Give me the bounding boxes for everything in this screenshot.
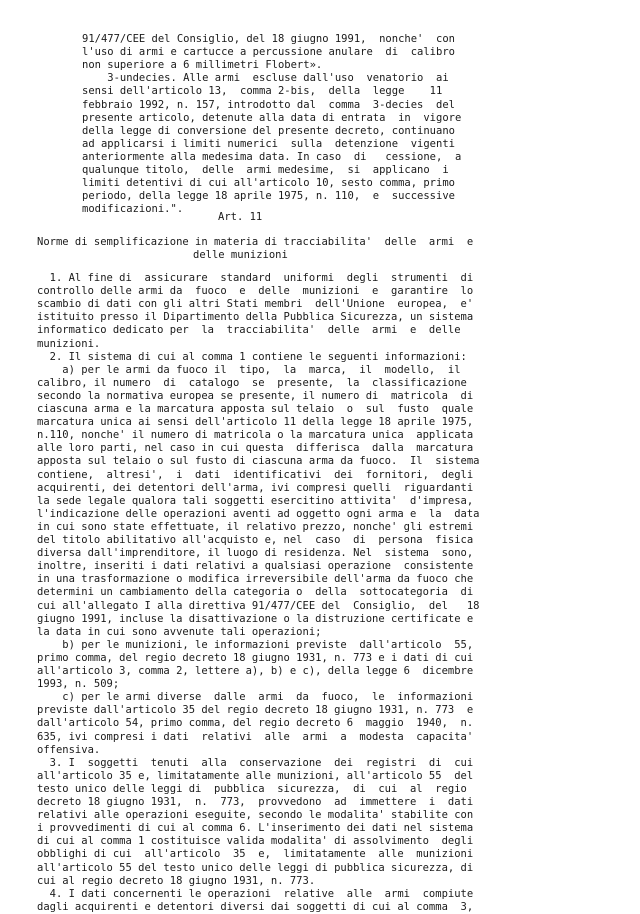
body-line: 3. I soggetti tenuti alla conservazione dei registri di cui	[37, 756, 474, 769]
body-line: istituito presso il Dipartimento della Pubblica Sicurezza, un sistema	[37, 311, 474, 324]
body-line: di cui al comma 1 costituisce valida modalita' di assolvimento degli	[37, 835, 474, 848]
body-line: b) per le munizioni, le informazioni previste dall'articolo 55,	[37, 638, 474, 651]
intro-line: non superiore a 6 millimetri Flobert».	[82, 59, 323, 72]
intro-line: periodo, della legge 18 aprile 1975, n. 110, e successive	[82, 190, 455, 203]
body-line: l'indicazione delle operazioni aventi ad oggetto ogni arma e la data	[37, 507, 480, 520]
body-line: 1. Al fine di assicurare standard uniformi degli strumenti di	[37, 272, 474, 284]
body-line: a) per le armi da fuoco il tipo, la marca, il modello, il	[37, 363, 461, 376]
intro-line: 3-undecies. Alle armi escluse dall'uso venatorio ai	[82, 72, 449, 85]
body-line: dagli acquirenti e detentori diversi dai soggetti di cui al comma 3,	[37, 900, 474, 913]
body-line: dall'articolo 54, primo comma, del regio decreto 6 maggio 1940, n.	[37, 717, 474, 730]
body-line: obblighi di cui all'articolo 35 e, limitatamente alle munizioni	[37, 848, 474, 861]
body-line: del titolo abilitativo all'acquisto e, nel caso di persona fisica	[37, 534, 474, 546]
body-line: primo comma, del regio decreto 18 giugno 1931, n. 773 e i dati di cui	[37, 651, 474, 664]
body-line: scambio di dati con gli altri Stati membri dell'Unione europea, e'	[37, 298, 474, 311]
body-line: secondo la normativa europea se presente, il numero di matricola di	[37, 389, 474, 402]
intro-line: sensi dell'articolo 13, comma 2-bis, della legge 11	[82, 85, 443, 98]
body-line: informatico dedicato per la tracciabilita' delle armi e delle	[37, 324, 461, 337]
body-line: 1993, n. 509;	[37, 678, 120, 691]
body-line: apposta sul telaio o sul fusto di ciascuna arma da fuoco. Il sistema	[37, 455, 480, 468]
intro-line: ad applicarsi i limiti numerici sulla detenzione vigenti	[82, 137, 455, 150]
body-line: in una trasformazione o modifica irreversibile dell'arma da fuoco che	[37, 573, 474, 586]
body-line: 4. I dati concernenti le operazioni relative alle armi compiute	[37, 887, 474, 900]
body-line: cui all'allegato I alla direttiva 91/477/CEE del Consiglio, del 18	[37, 599, 480, 612]
body-line: ciascuna arma e la marcatura apposta sul telaio o sul fusto quale	[37, 403, 474, 415]
body-line: controllo delle armi da fuoco e delle munizioni e garantire lo	[37, 285, 474, 298]
body-line: calibro, il numero di catalogo se presente, la classificazione	[37, 376, 467, 389]
body-line: la sede legale qualora tali soggetti esercitino attivita' d'impresa,	[37, 494, 474, 507]
intro-line: febbraio 1992, n. 157, introdotto dal comma 3-decies del	[82, 98, 455, 111]
body-line: relativi alle operazioni eseguite, secondo le modalita' stabilite con	[37, 809, 474, 822]
body-line: inoltre, inseriti i dati relativi a qualsiasi operazione consistente	[37, 560, 474, 573]
body-line: n.110, nonche' il numero di matricola o la marcatura unica applicata	[37, 429, 474, 442]
body-line: in cui sono state effettuate, il relativo prezzo, nonche' gli estremi	[37, 520, 474, 533]
article-title-line: Norme di semplificazione in materia di tracciabilita' delle armi e	[37, 236, 474, 248]
body-line: giugno 1991, incluse la disattivazione o la distruzione certificate e	[37, 612, 474, 625]
body-line: i provvedimenti di cui al comma 6. L'inserimento dei dati nel sistema	[37, 822, 474, 835]
body-line: 635, ivi compresi i dati relativi alle armi a modesta capacita'	[37, 730, 474, 743]
body-line: determini un cambiamento della categoria o della sottocategoria di	[37, 586, 474, 599]
body-line: all'articolo 35 e, limitatamente alle munizioni, all'articolo 55 del	[37, 769, 474, 782]
body-line: all'articolo 3, comma 2, lettere a), b) e c), della legge 6 dicembre	[37, 665, 474, 677]
body-line: la data in cui sono avvenute tali operazioni;	[37, 625, 322, 638]
intro-line: della legge di conversione del presente decreto, continuano	[82, 124, 455, 137]
body-line: marcatura unica ai sensi dell'articolo 11 della legge 18 aprile 1975,	[37, 416, 474, 429]
intro-line: qualunque titolo, delle armi medesime, si applicano i	[82, 164, 449, 176]
intro-line: modificazioni.".	[82, 203, 184, 216]
body-line: offensiva.	[37, 743, 101, 756]
body-line: all'articolo 55 del testo unico delle leggi di pubblica sicurezza, di	[37, 861, 474, 874]
intro-line: 91/477/CEE del Consiglio, del 18 giugno 1991, nonche' con	[82, 33, 455, 45]
intro-line: anteriormente alla medesima data. In caso di cessione, a	[82, 150, 462, 163]
body-line: acquirenti, dei detentori dell'arma, ivi compresi quelli riguardanti	[37, 481, 474, 494]
body-line: 2. Il sistema di cui al comma 1 contiene le seguenti informazioni:	[37, 350, 467, 363]
body-line: c) per le armi diverse dalle armi da fuoco, le informazioni	[37, 691, 474, 704]
body-line: cui al regio decreto 18 giugno 1931, n. 773.	[37, 874, 316, 887]
intro-line: presente articolo, detenute alla data di entrata in vigore	[82, 111, 462, 124]
body-line: alle loro parti, nel caso in cui questa differisca dalla marcatura	[37, 442, 474, 455]
body-line: contiene, altresi', i dati identificativi dei fornitori, degli	[37, 468, 474, 481]
body-line: previste dall'articolo 35 del regio decreto 18 giugno 1931, n. 773 e	[37, 704, 474, 717]
body-line: diversa dall'imprenditore, il luogo di residenza. Nel sistema sono,	[37, 547, 474, 560]
intro-line: l'uso di armi e cartucce a percussione anulare di calibro	[82, 46, 455, 59]
intro-line: limiti detentivi di cui all'articolo 10, sesto comma, primo	[82, 177, 455, 190]
body-line: decreto 18 giugno 1931, n. 773, provvedono ad immettere i dati	[37, 796, 474, 808]
body-line: testo unico delle leggi di pubblica sicurezza, di cui al regio	[37, 782, 467, 795]
article-title-line: delle munizioni	[193, 249, 288, 261]
article-heading: Art. 11	[218, 211, 263, 223]
body-line: munizioni.	[37, 337, 101, 350]
